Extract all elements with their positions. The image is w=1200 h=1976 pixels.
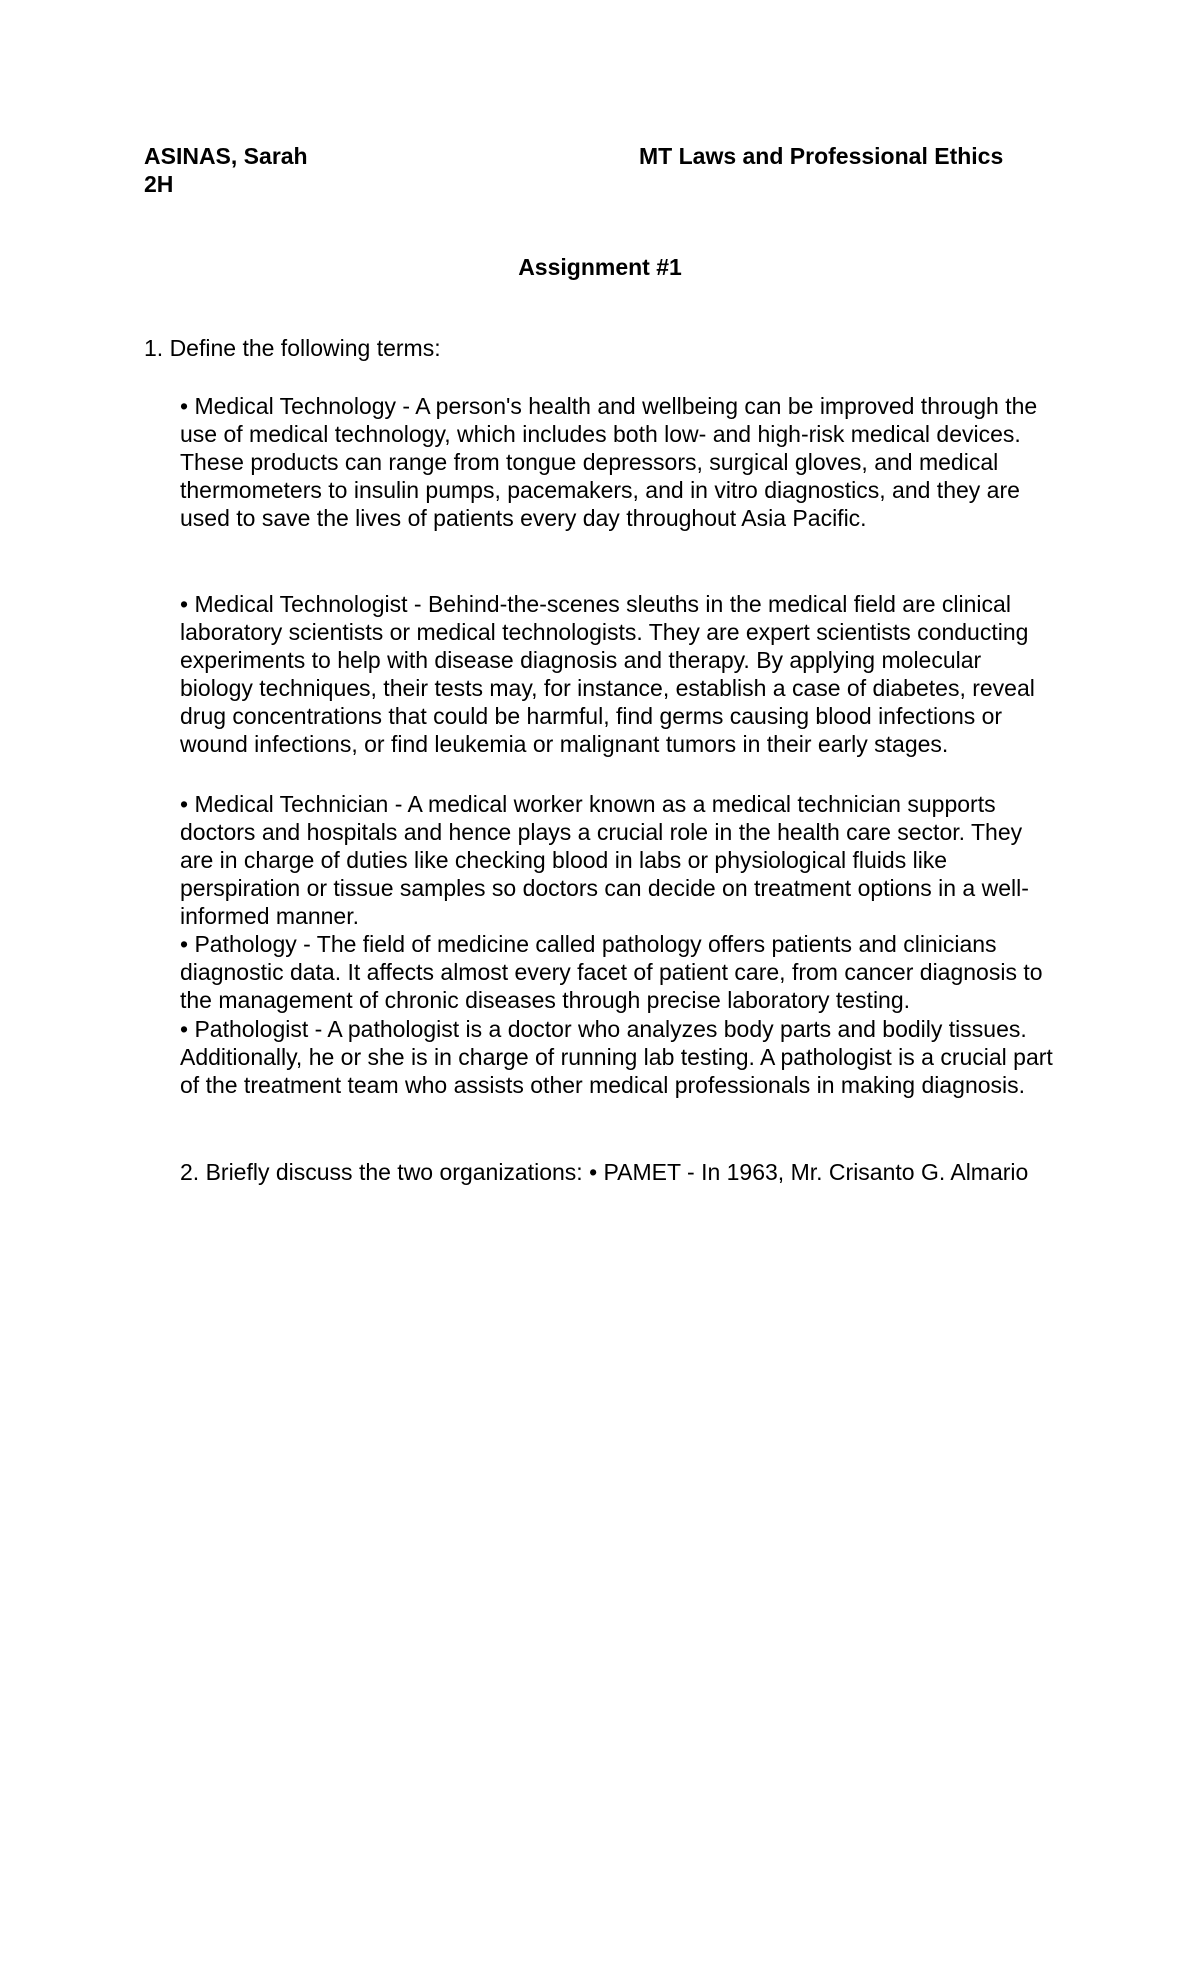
assignment-title: Assignment #1 [518, 254, 682, 280]
question-2-prompt: 2. Briefly discuss the two organizations: • PAMET - In 1963, Mr. Crisanto G. Almario [180, 1159, 1029, 1185]
definition-medical-technology: • Medical Technology - A person's health and wellbeing can be improved through the use of medical technology, which includes both low- and high-risk medical devices. These products can range from tongue depressors, surgical gloves, and medical thermometers to insulin pumps, pacemakers, and in vitro diagnostics, and they are used to save the lives of patients every day throughout Asia Pacific. [180, 393, 1038, 531]
student-section: 2H [144, 171, 174, 197]
student-name: ASINAS, Sarah [144, 143, 308, 169]
question-1-prompt: 1. Define the following terms: [144, 335, 441, 361]
definition-medical-technologist: • Medical Technologist - Behind-the-scenes sleuths in the medical field are clinical laboratory scientists or medical technologists. They are expert scientists conducting experiments to help with disease diagnosis and therapy. By applying molecular biology techniques, their tests may, for instance, establish a case of diabetes, reveal drug concentrations that could be harmful, find germs causing blood infections or wound infections, or find leukemia or malignant tumors in their early stages. [180, 591, 1035, 757]
definition-pathology: • Pathology - The field of medicine called pathology offers patients and clinicians diagnostic data. It affects almost every facet of patient care, from cancer diagnosis to the management of chronic diseases through precise laboratory testing. [180, 931, 1043, 1013]
course-title: MT Laws and Professional Ethics [639, 143, 1004, 169]
definition-pathologist: • Pathologist - A pathologist is a doctor who analyzes body parts and bodily tissues. Additionally, he or she is in charge of running lab testing. A pathologist is a crucial part of the treatment team who assists other medical professionals in making diagnosis. [180, 1016, 1053, 1098]
definition-medical-technician: • Medical Technician - A medical worker known as a medical technician supports doctors and hospitals and hence plays a crucial role in the health care sector. They are in charge of duties like checking blood in labs or physiological fluids like perspiration or tissue samples so doctors can decide on treatment options in a well-informed manner. [180, 791, 1029, 929]
